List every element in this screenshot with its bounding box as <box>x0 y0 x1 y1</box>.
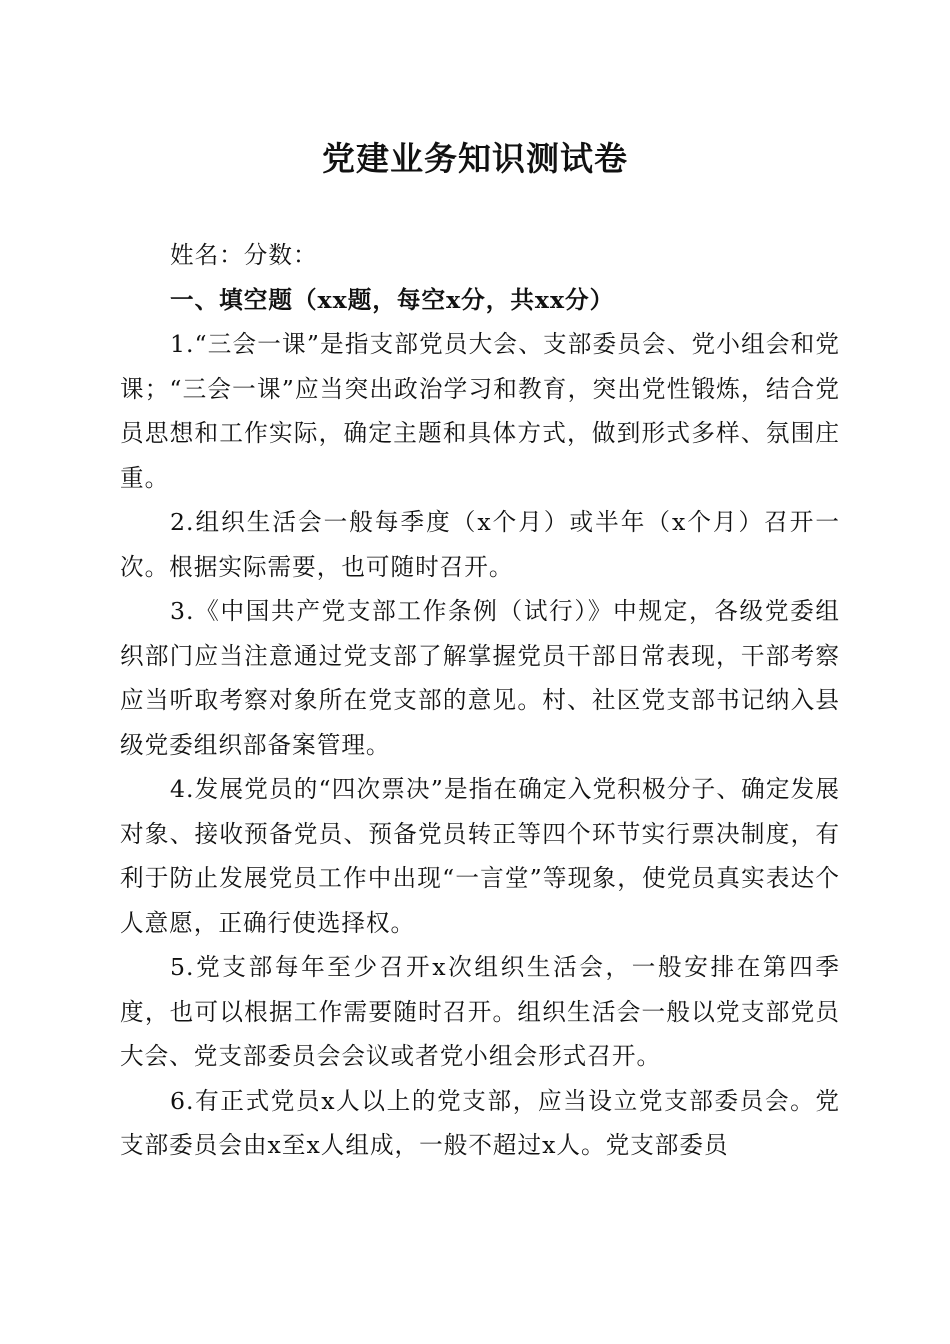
info-line: 姓名：分数： <box>170 241 318 269</box>
question-item: 2.组织生活会一般每季度（x个月）或半年（x个月）召开一次。根据实际需要，也可随时召开。 <box>120 508 840 581</box>
question-item: 6.有正式党员x人以上的党支部，应当设立党支部委员会。党支部委员会由x至x人组成，一般不超过x人。党支部委员 <box>120 1086 840 1159</box>
question-item: 1.“三会一课”是指支部党员大会、支部委员会、党小组会和党课；“三会一课”应当突出政治学习和教育，突出党性锻炼，结合党员思想和工作实际，确定主题和具体方式，做到形式多样、氛围庄重。 <box>120 330 840 492</box>
question-item: 5.党支部每年至少召开x次组织生活会，一般安排在第四季度，也可以根据工作需要随时召开。组织生活会一般以党支部党员大会、党支部委员会会议或者党小组会形式召开。 <box>120 953 840 1070</box>
section-heading: 一、填空题（xx题，每空x分，共xx分） <box>170 285 615 314</box>
question-item: 3.《中国共产党支部工作条例（试行）》中规定，各级党委组织部门应当注意通过党支部了解掌握党员干部日常表现，干部考察应当听取考察对象所在党支部的意见。村、社区党支部书记纳入县级党委组织部备案管理。 <box>120 597 840 759</box>
question-item: 4.发展党员的“四次票决”是指在确定入党积极分子、确定发展对象、接收预备党员、预备党员转正等四个环节实行票决制度，有利于防止发展党员工作中出现“一言堂”等现象，使党员真实表达个人意愿，正确行使选择权。 <box>120 775 840 937</box>
document-title: 党建业务知识测试卷 <box>322 139 628 178</box>
document-body <box>120 233 840 1168</box>
